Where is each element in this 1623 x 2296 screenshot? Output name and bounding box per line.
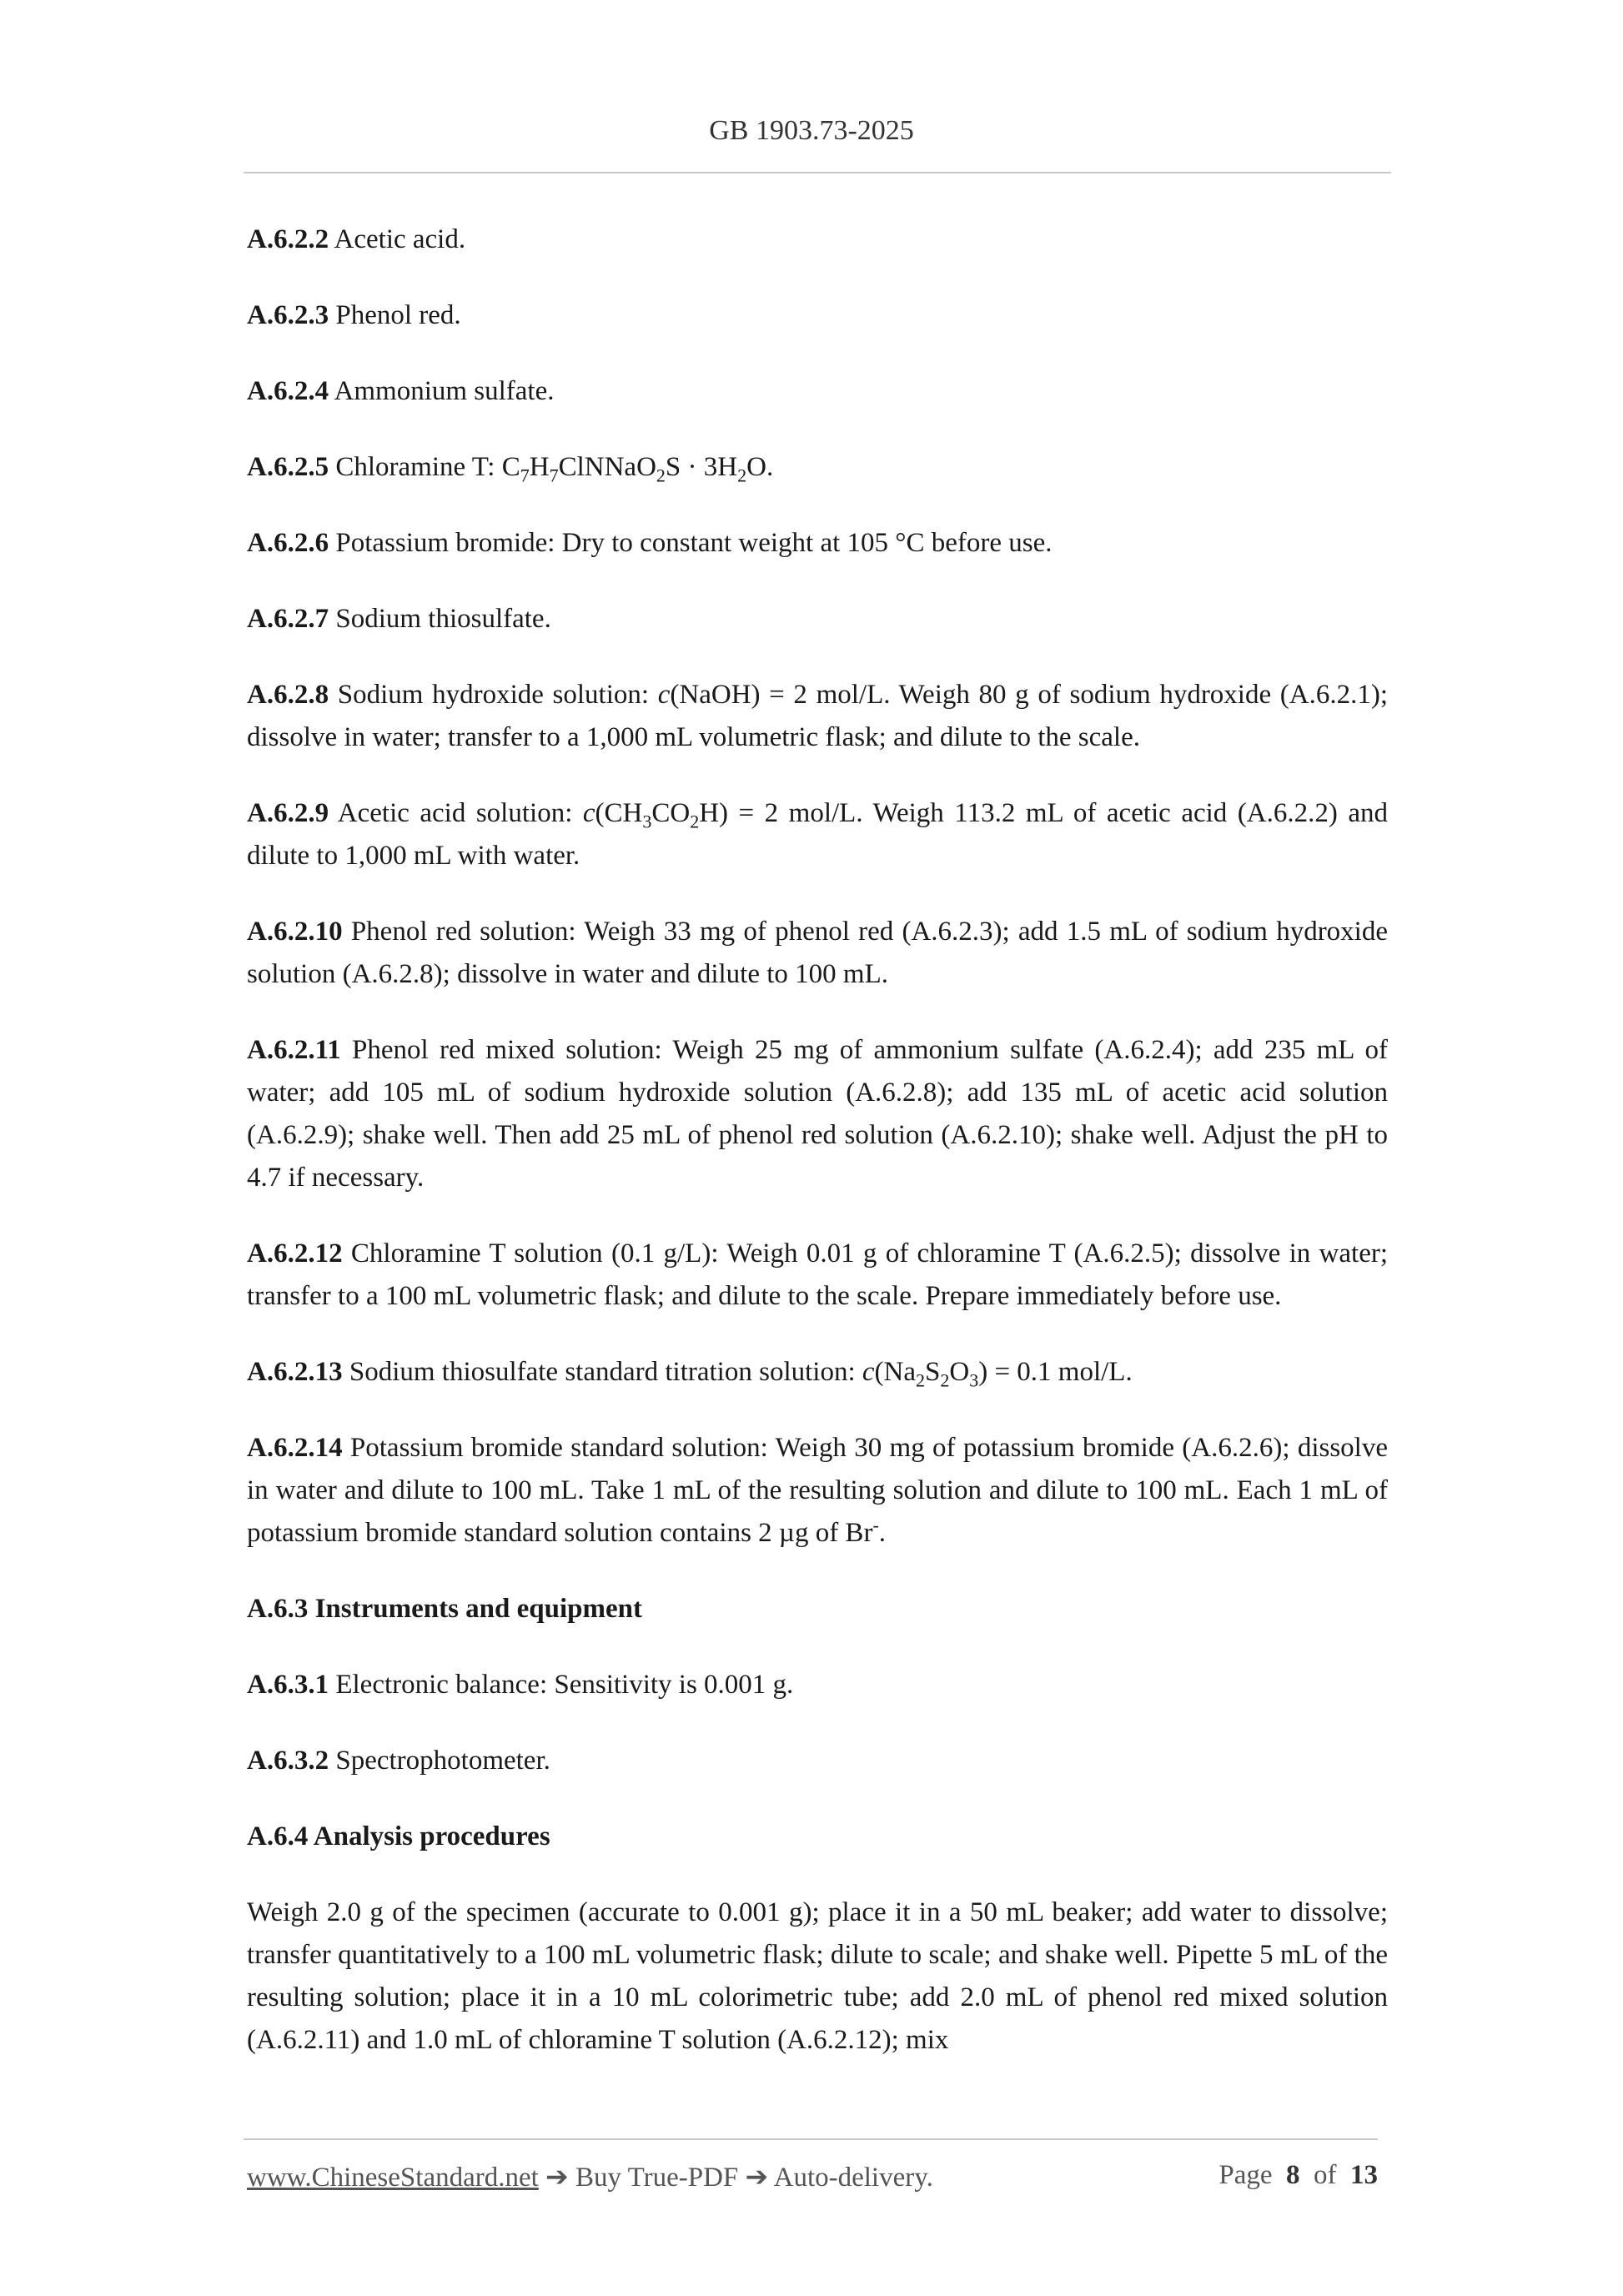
clause-text: CO [651,798,691,828]
clause-text: Acetic acid. [329,224,466,254]
clause-text: ) = 0.1 mol/L. [978,1357,1133,1387]
clause-text: (CH [595,798,643,828]
clause-number: A.6.2.6 [247,528,329,558]
clause-text: H [529,452,550,482]
subscript: 2 [737,465,747,486]
clause-number: A.6.2.11 [247,1035,341,1065]
clause-a6-2-9 [247,792,1388,877]
clause-a6-2-5 [247,446,1388,489]
clause-text: O [949,1357,970,1387]
clause-number: A.6.2.5 [247,452,329,482]
header-divider [244,172,1391,173]
clause-a6-3-2 [247,1740,1388,1782]
clause-text: Electronic balance: Sensitivity is 0.001 g. [329,1670,794,1700]
delivery-text: Auto-delivery. [773,2163,933,2193]
buy-text: Buy True-PDF [575,2163,739,2193]
document-body [247,219,1388,2095]
arrow-icon: ➔ [538,2163,575,2193]
clause-text: Sodium hydroxide solution: [329,680,658,710]
clause-text: O. [746,452,774,482]
page-number: 8 [1286,2160,1300,2190]
clause-a6-2-4 [247,370,1388,413]
clause-number: A.6.3.2 [247,1746,329,1776]
clause-text: ClNNaO [558,452,656,482]
clause-number: A.6.3.1 [247,1670,329,1700]
clause-text: Chloramine T: C [329,452,520,482]
page-label: Page [1219,2160,1273,2190]
site-link[interactable]: www.ChineseStandard.net [247,2163,539,2193]
clause-a6-2-7 [247,598,1388,641]
clause-number: A.6.2.4 [247,376,329,406]
clause-text: Phenol red solution: Weigh 33 mg of phenol red (A.6.2.3); add 1.5 mL of sodium hydroxide solution (A.6.2.8); dissolve in water and dilute to 100 mL. [247,917,1388,989]
clause-number: A.6.2.8 [247,680,329,710]
clause-number: A.6.2.13 [247,1357,343,1387]
clause-number: A.6.2.10 [247,917,343,947]
subscript: 2 [656,465,666,486]
clause-text: Potassium bromide: Dry to constant weight at 105 °C before use. [329,528,1053,558]
clause-number: A.6.2.14 [247,1433,343,1463]
subscript: 2 [690,811,700,832]
clause-text: (NaOH) = 2 mol/L. Weigh 80 g of sodium hydroxide (A.6.2.1); dissolve in water; transfer to a 1,000 mL volumetric flask; and dilute to the scale. [247,680,1389,752]
clause-a6-2-13 [247,1351,1388,1394]
section-heading-instruments: A.6.3 Instruments and equipment [247,1594,642,1624]
page-footer [247,2160,1378,2193]
superscript: - [872,1515,879,1535]
analysis-paragraph: Weigh 2.0 g of the specimen (accurate to 0.001 g); place it in a 50 mL beaker; add water to dissolve; transfer quantitatively to a 100 mL volumetric flask; dilute to scale; and shake well. Pipette 5 mL of the resulting solution; place it in a 10 mL colorimetric tube; add 2.0 mL of phenol red mixed solution (A.6.2.11) and 1.0 mL of chloramine T solution (A.6.2.12); mix [247,1897,1388,2055]
clause-text: Chloramine T solution (0.1 g/L): Weigh 0.01 g of chloramine T (A.6.2.5); dissolve in water; transfer to a 100 mL volumetric flask; and dilute to the scale. Prepare immediately before use. [247,1238,1388,1311]
clause-a6-2-10 [247,911,1388,996]
clause-a6-2-12 [247,1233,1388,1318]
clause-number: A.6.2.12 [247,1238,343,1269]
clause-text: S · 3H [665,452,738,482]
clause-a6-2-6 [247,522,1388,565]
of-label: of [1314,2160,1337,2190]
clause-a6-3-1 [247,1664,1388,1706]
clause-text: Sodium thiosulfate. [329,604,551,634]
italic-c: c [657,680,671,710]
clause-text: S [925,1357,941,1387]
arrow-icon: ➔ [738,2163,774,2193]
page-header: GB 1903.73-2025 [709,115,914,146]
section-heading-analysis: A.6.4 Analysis procedures [247,1821,550,1851]
page-total: 13 [1350,2160,1378,2190]
subscript: 3 [642,811,652,832]
clause-number: A.6.2.7 [247,604,329,634]
clause-a6-2-2 [247,219,1388,261]
clause-text: Acetic acid solution: [329,798,583,828]
clause-a6-2-3 [247,294,1388,337]
clause-number: A.6.2.2 [247,224,329,254]
clause-number: A.6.2.3 [247,300,329,330]
italic-c: c [582,798,595,828]
clause-a6-2-8 [247,674,1388,759]
clause-text: Phenol red. [329,300,461,330]
subscript: 3 [969,1369,979,1391]
page-indicator [1219,2160,1378,2193]
clause-text: . [878,1518,887,1548]
subscript: 2 [916,1369,925,1391]
clause-a6-2-11 [247,1029,1388,1199]
clause-text: (Na [874,1357,916,1387]
footer-promo [247,2160,933,2193]
clause-text: Phenol red mixed solution: Weigh 25 mg of ammonium sulfate (A.6.2.4); add 235 mL of water; add 105 mL of sodium hydroxide solution (A.6.2.8); add 135 mL of acetic acid solution (A.6.2.9); shake well. Then add 25 mL of phenol red solution (A.6.2.10); shake well. Adjust the pH to 4.7 if necessary. [247,1035,1388,1193]
subscript: 2 [940,1369,950,1391]
subscript: 7 [520,465,530,486]
clause-text: H) = 2 mol/L. Weigh 113.2 mL of acetic acid (A.6.2.2) and dilute to 1,000 mL with water. [247,798,1388,871]
clause-text: Spectrophotometer. [329,1746,550,1776]
clause-text: Ammonium sulfate. [329,376,555,406]
clause-text: Potassium bromide standard solution: Weigh 30 mg of potassium bromide (A.6.2.6); dissolve in water and dilute to 100 mL. Take 1 mL of the resulting solution and dilute to 100 mL. Each 1 mL of potassium bromide standard solution contains 2 µg of Br [247,1433,1388,1548]
clause-a6-2-14 [247,1427,1388,1555]
clause-text: Sodium thiosulfate standard titration solution: [342,1357,862,1387]
italic-c: c [862,1357,875,1387]
footer-divider [244,2138,1378,2140]
subscript: 7 [549,465,559,486]
clause-number: A.6.2.9 [247,798,329,828]
